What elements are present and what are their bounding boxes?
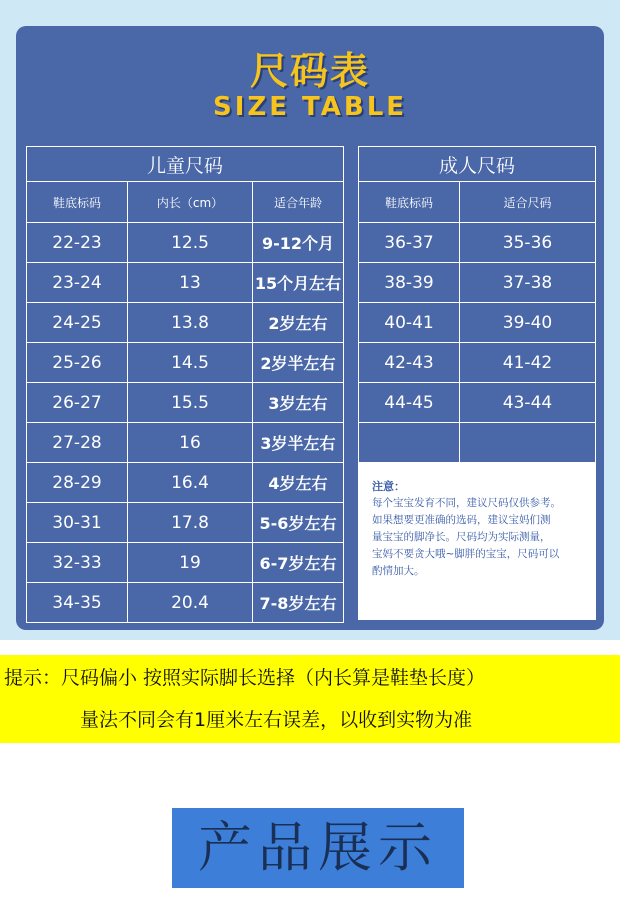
table-row — [359, 303, 596, 343]
table-cell: 15个月左右 — [253, 263, 344, 303]
table-cell: 12.5 — [128, 223, 253, 263]
kids-col-header: 内长（cm） — [128, 182, 253, 223]
table-row — [27, 543, 344, 583]
table-cell: 32-33 — [27, 543, 128, 583]
notice-line: 量宝宝的脚净长。尺码均为实际测量， — [372, 531, 551, 543]
table-row — [359, 223, 596, 263]
table-row — [359, 383, 596, 423]
table-cell: 34-35 — [27, 583, 128, 623]
kids-col-header: 鞋底标码 — [27, 182, 128, 223]
tip-line-1: 提示：尺码偏小 按照实际脚长选择（内长算是鞋垫长度） — [4, 667, 486, 689]
table-cell: 3岁左右 — [253, 383, 344, 423]
table-cell: 36-37 — [359, 223, 460, 263]
table-cell: 28-29 — [27, 463, 128, 503]
table-cell: 17.8 — [128, 503, 253, 543]
table-row — [359, 423, 596, 463]
table-cell — [359, 423, 460, 463]
table-cell: 16 — [128, 423, 253, 463]
kids-table-title: 儿童尺码 — [27, 147, 344, 182]
notice-line: 宝妈不要贪大哦~脚胖的宝宝，尺码可以 — [372, 548, 560, 560]
table-cell: 44-45 — [359, 383, 460, 423]
table-cell: 24-25 — [27, 303, 128, 343]
table-cell: 6-7岁左右 — [253, 543, 344, 583]
table-cell: 41-42 — [460, 343, 596, 383]
table-cell: 14.5 — [128, 343, 253, 383]
kids-table-body — [27, 223, 344, 623]
table-cell: 37-38 — [460, 263, 596, 303]
table-cell: 2岁左右 — [253, 303, 344, 343]
table-cell: 25-26 — [27, 343, 128, 383]
table-row — [27, 463, 344, 503]
table-cell: 15.5 — [128, 383, 253, 423]
table-row — [27, 503, 344, 543]
notice-title: 注意： — [372, 480, 405, 493]
table-row — [27, 583, 344, 623]
table-row — [27, 343, 344, 383]
table-row — [27, 263, 344, 303]
table-cell: 22-23 — [27, 223, 128, 263]
table-cell: 38-39 — [359, 263, 460, 303]
adults-col-header: 鞋底标码 — [359, 182, 460, 223]
table-row — [27, 423, 344, 463]
adults-table-body — [359, 223, 596, 463]
table-cell: 26-27 — [27, 383, 128, 423]
table-cell — [460, 423, 596, 463]
product-showcase-heading: 产品展示 — [172, 808, 464, 888]
chart-title-cn: 尺码表 — [249, 49, 370, 93]
notice-line: 每个宝宝发育不同，建议尺码仅供参考。 — [372, 497, 561, 509]
table-cell: 43-44 — [460, 383, 596, 423]
table-cell: 30-31 — [27, 503, 128, 543]
table-cell: 35-36 — [460, 223, 596, 263]
table-row — [27, 303, 344, 343]
notice-line: 酌情加大。 — [372, 565, 425, 577]
table-cell: 4岁左右 — [253, 463, 344, 503]
notice-box — [358, 462, 596, 620]
table-cell: 42-43 — [359, 343, 460, 383]
table-cell: 40-41 — [359, 303, 460, 343]
table-cell: 9-12个月 — [253, 223, 344, 263]
table-cell: 39-40 — [460, 303, 596, 343]
adults-col-header: 适合尺码 — [460, 182, 596, 223]
notice-line: 如果想要更准确的选码，建议宝妈们测 — [372, 514, 551, 526]
table-cell: 19 — [128, 543, 253, 583]
table-row — [359, 263, 596, 303]
table-cell: 20.4 — [128, 583, 253, 623]
table-row — [27, 383, 344, 423]
table-row — [359, 343, 596, 383]
tip-line-2: 量法不同会有1厘米左右误差，以收到实物为准 — [80, 709, 473, 731]
table-cell: 23-24 — [27, 263, 128, 303]
table-cell: 16.4 — [128, 463, 253, 503]
table-cell: 3岁半左右 — [253, 423, 344, 463]
adults-table-title: 成人尺码 — [359, 147, 596, 182]
table-cell: 13 — [128, 263, 253, 303]
adults-size-table — [358, 146, 596, 463]
table-cell: 2岁半左右 — [253, 343, 344, 383]
table-cell: 7-8岁左右 — [253, 583, 344, 623]
size-tip-banner — [0, 655, 620, 743]
table-cell: 5-6岁左右 — [253, 503, 344, 543]
table-cell: 13.8 — [128, 303, 253, 343]
chart-title-en: SIZE TABLE — [212, 92, 408, 122]
kids-size-table — [26, 146, 344, 623]
table-cell: 27-28 — [27, 423, 128, 463]
kids-col-header: 适合年龄 — [253, 182, 344, 223]
table-row — [27, 223, 344, 263]
